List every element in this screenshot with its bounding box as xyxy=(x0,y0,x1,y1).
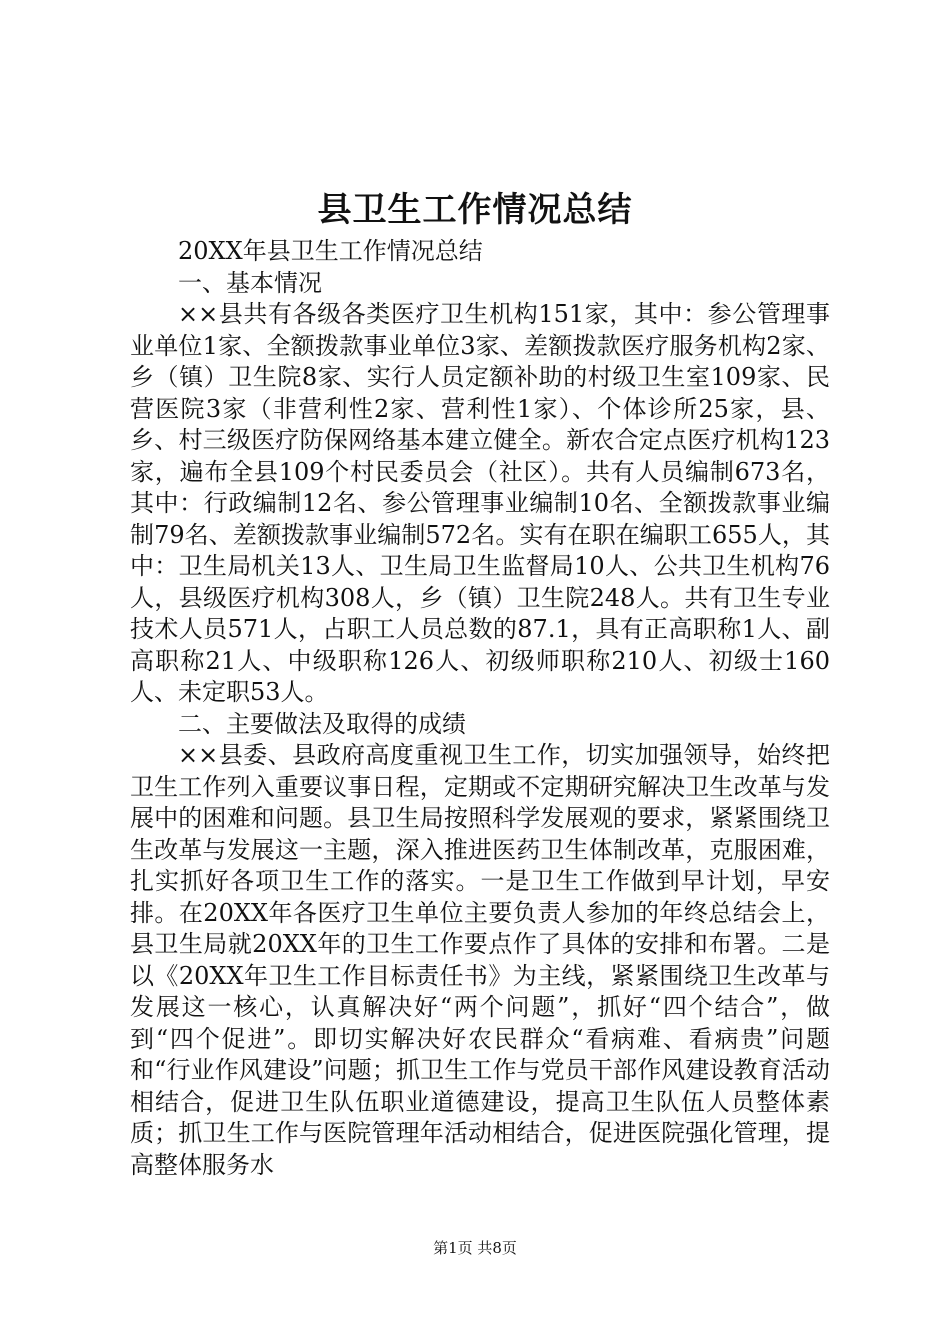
document-title: 县卫生工作情况总结 xyxy=(317,190,633,230)
document-body xyxy=(130,236,830,1181)
section-heading-main-practices: 二、主要做法及取得的成绩 xyxy=(178,709,466,738)
section-paragraph-basic-situation: ××县共有各级各类医疗卫生机构151家，其中：参公管理事业单位1家、全额拨款事业单位3家、差额拨款医疗服务机构2家、乡（镇）卫生院8家、实行人员定额补助的村级卫生室109家、民营医院3家（非营利性2家、营利性1家）、个体诊所25家，县、乡、村三级医疗防保网络基本建立健全。新农合定点医疗机构123家，遍布全县109个村民委员会（社区）。共有人员编制673名，其中：行政编制12名、参公管理事业编制10名、全额拨款事业编制79名、差额拨款事业编制572名。实有在职在编职工655人，其中：卫生局机关13人、卫生局卫生监督局10人、公共卫生机构76人，县级医疗机构308人，乡（镇）卫生院248人。共有卫生专业技术人员571人，占职工人员总数的87.1，具有正高职称1人、副高职称21人、中级职称126人、初级师职称210人、初级士160人、未定职53人。 xyxy=(130,300,830,706)
section-paragraph-main-practices: ××县委、县政府高度重视卫生工作，切实加强领导，始终把卫生工作列入重要议事日程，定期或不定期研究解决卫生改革与发展中的困难和问题。县卫生局按照科学发展观的要求，紧紧围绕卫生改革与发展这一主题，深入推进医药卫生体制改革，克服困难，扎实抓好各项卫生工作的落实。一是卫生工作做到早计划，早安排。在20XX年各医疗卫生单位主要负责人参加的年终总结会上，县卫生局就20XX年的卫生工作要点作了具体的安排和布署。二是以《20XX年卫生工作目标责任书》为主线，紧紧围绕卫生改革与发展这一核心，认真解决好“两个问题”，抓好“四个结合”，做到“四个促进”。即切实解决好农民群众“看病难、看病贵”问题和“行业作风建设”问题；抓卫生工作与党员干部作风建设教育活动相结合，促进卫生队伍职业道德建设，提高卫生队伍人员整体素质；抓卫生工作与医院管理年活动相结合，促进医院强化管理，提高整体服务水 xyxy=(130,741,830,1179)
page-number-footer: 第1页 共8页 xyxy=(433,1239,517,1257)
document-subtitle: 20XX年县卫生工作情况总结 xyxy=(178,237,483,265)
section-heading-basic-situation: 一、基本情况 xyxy=(178,268,322,297)
